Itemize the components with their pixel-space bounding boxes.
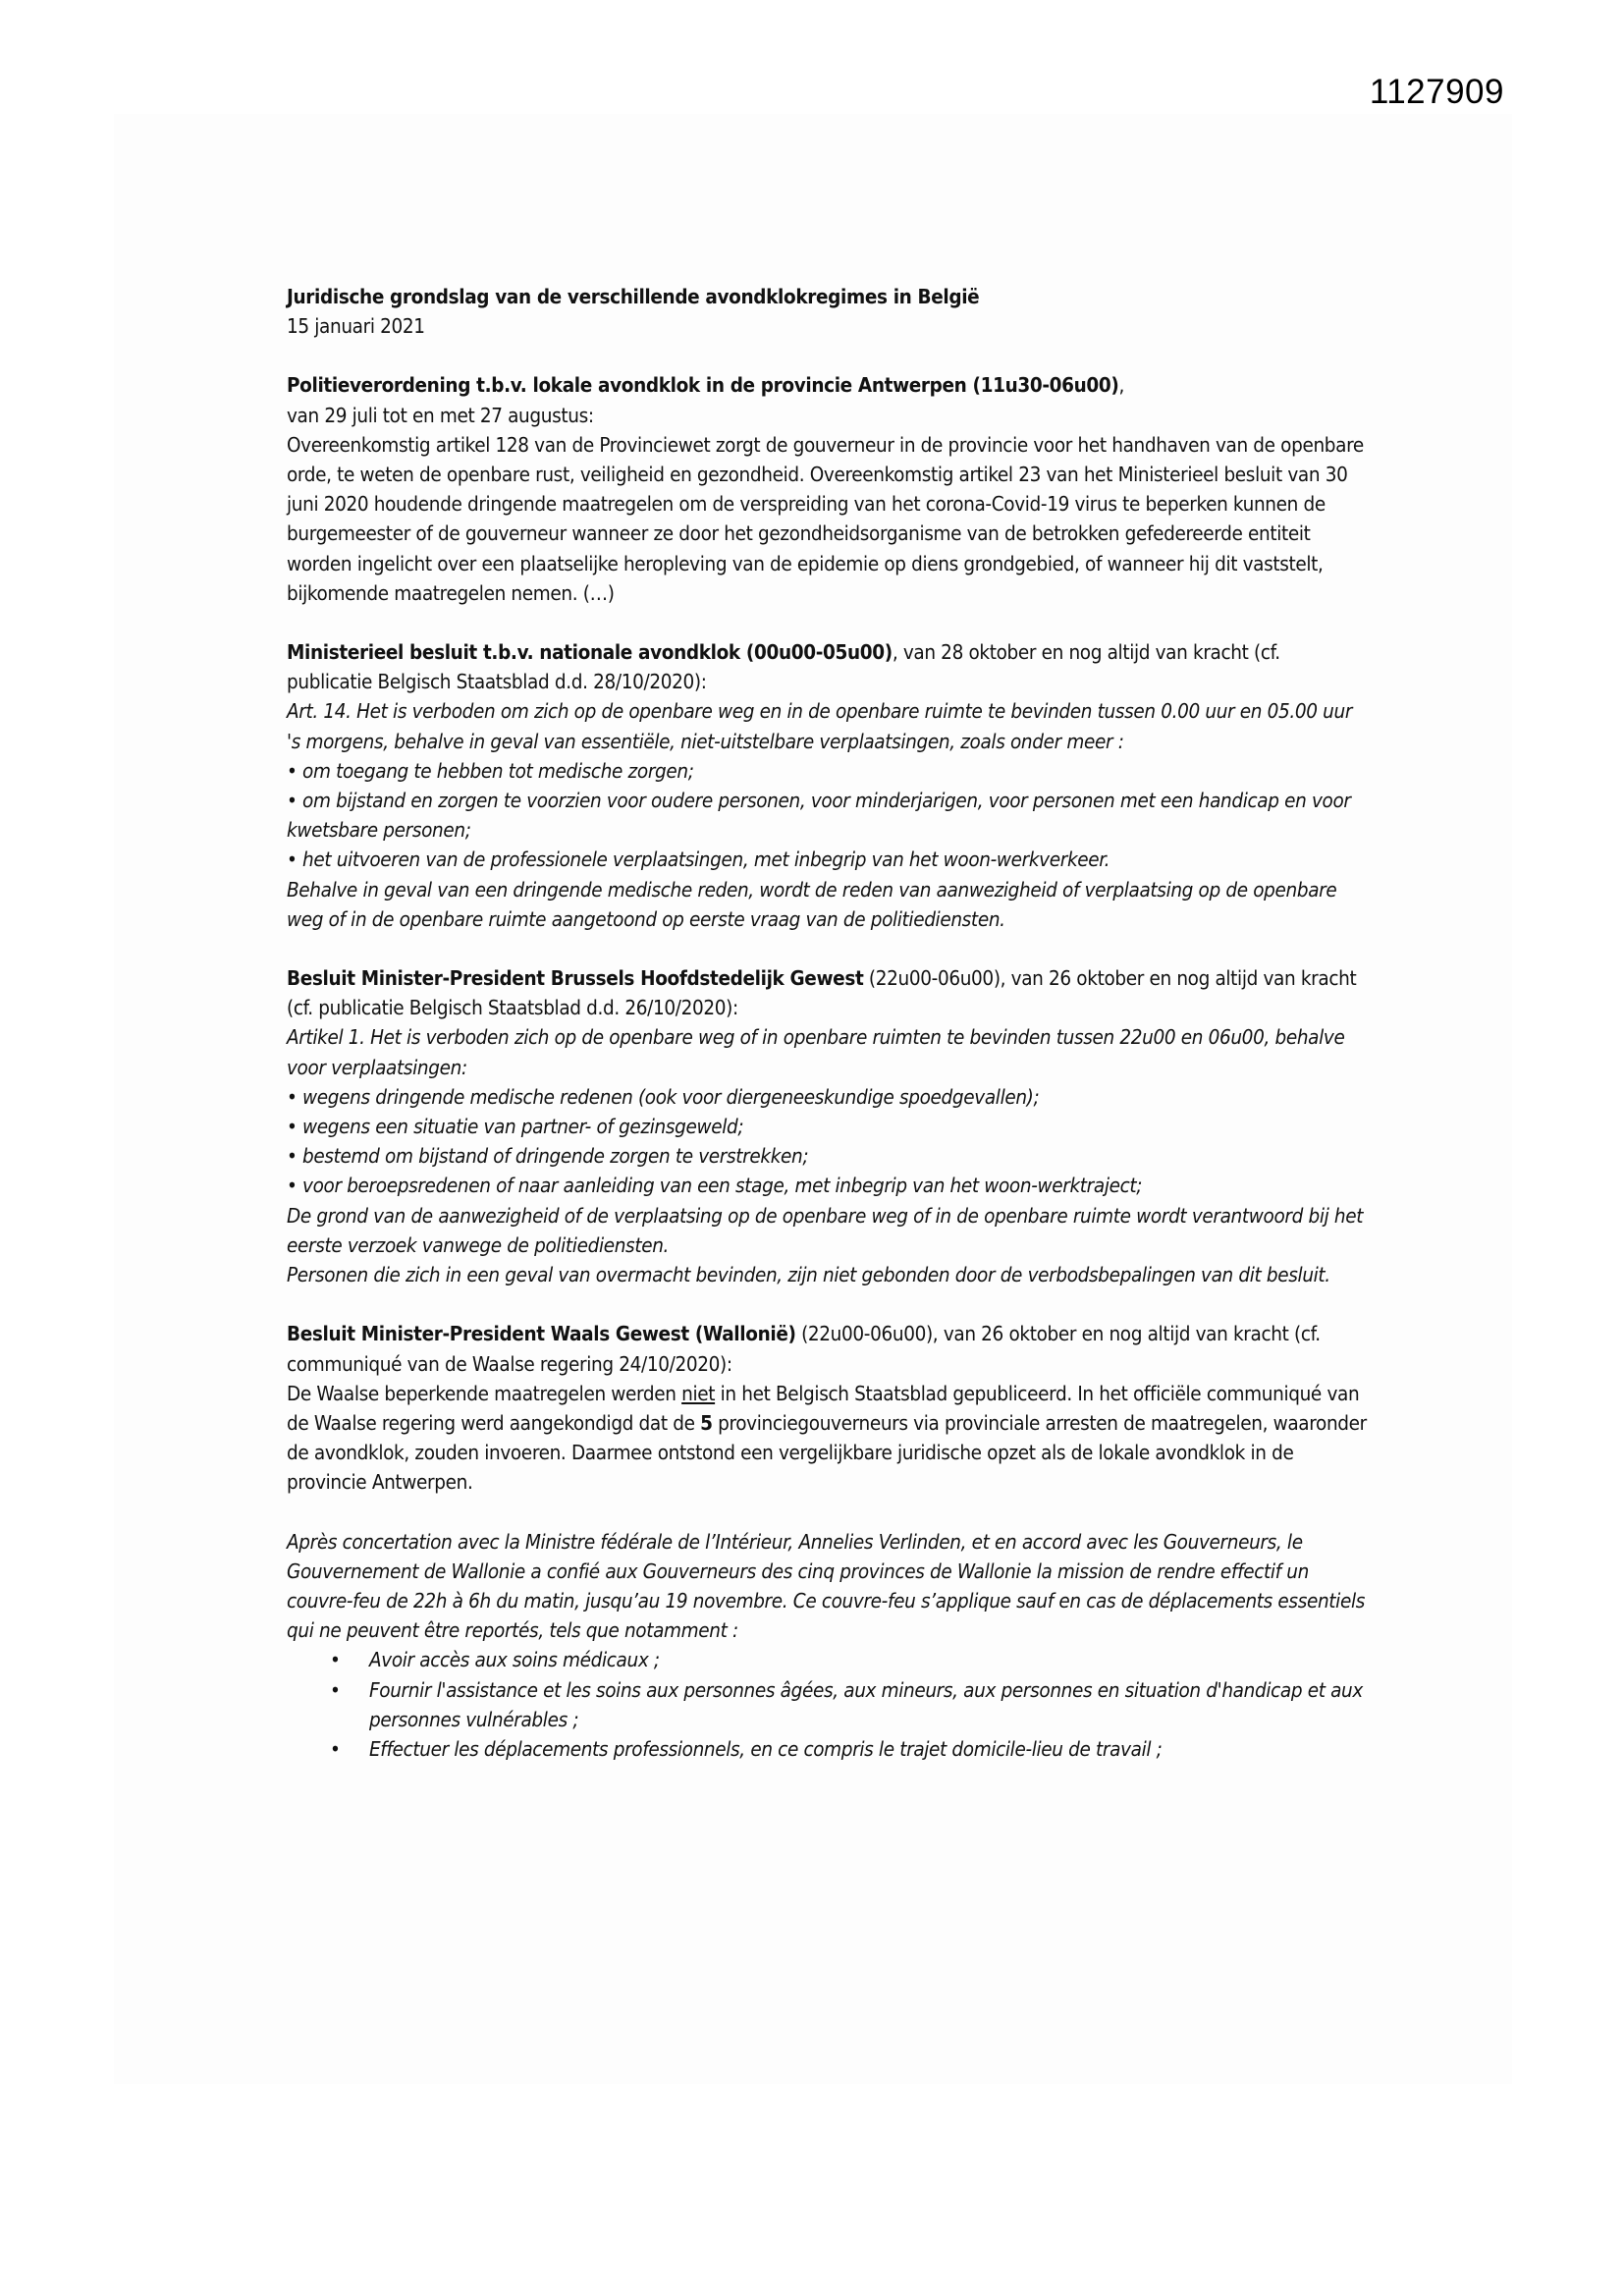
section-heading-bold: Ministerieel besluit t.b.v. nationale avondklok (00u00-05u00) (287, 640, 893, 665)
article-bullet: • om toegang te hebben tot medische zorgen; (287, 758, 694, 783)
section-heading-bold: Besluit Minister-President Brussels Hoofdstedelijk Gewest (287, 966, 864, 991)
article-bullet: • wegens dringende medische redenen (ook voor diergeneeskundige spoedgevallen); (287, 1084, 1040, 1109)
document-page (287, 282, 1367, 1764)
french-bullet: • Fournir l'assistance et les soins aux personnes âgées, aux mineurs, aux personnes en situation d'handicap et aux personnes vulnérables ; (287, 1675, 1367, 1734)
section-subheading: van 29 juli tot en met 27 augustus: (287, 403, 594, 427)
article-bullet: • bestemd om bijstand of dringende zorgen te verstrekken; (287, 1144, 809, 1169)
french-bullet-list (287, 1645, 1367, 1764)
section-heading (287, 637, 1367, 696)
section-heading (287, 963, 1367, 1022)
section-brussel (287, 963, 1367, 1289)
french-bullet: • Avoir accès aux soins médicaux ; (287, 1645, 1367, 1674)
article-outro: De grond van de aanwezigheid of de verplaatsing op de openbare weg of in de openbare ruimte wordt verantwoord bij het eerste verzoek vanwege de politiediensten. (287, 1203, 1364, 1257)
article-outro: Personen die zich in een geval van overmacht bevinden, zijn niet gebonden door de verbodsbepalingen van dit besluit. (287, 1263, 1330, 1287)
spacer (287, 341, 1367, 370)
french-bullet: • Effectuer les déplacements professionnels, en ce compris le trajet domicile-lieu de travail ; (287, 1734, 1367, 1764)
spacer (287, 1498, 1367, 1527)
spacer (287, 608, 1367, 637)
section-heading-rest: , van 28 oktober en nog altijd van kracht (cf. publicatie Belgisch Staatsblad d.d. 28/10/2020): (287, 640, 1280, 694)
section-heading-bold: Besluit Minister-President Waals Gewest (Wallonië) (287, 1322, 796, 1346)
document-date: 15 januari 2021 (287, 314, 425, 339)
french-intro: Après concertation avec la Ministre fédérale de l’Intérieur, Annelies Verlinden, et en accord avec les Gouverneurs, le Gouvernement de Wallonie a confié aux Gouverneurs des cinq provinces de Wallonie la mission de rendre effectif un couvre-feu de 22h à 6h du matin, jusqu’au 19 novembre. Ce couvre-feu s’applique sauf en cas de déplacements essentiels qui ne peuvent être reportés, tels que notamment : (287, 1529, 1365, 1643)
spacer (287, 934, 1367, 963)
section-heading-rest: (22u00-06u00), van 26 oktober en nog altijd van kracht (cf. publicatie Belgisch Staatsblad d.d. 26/10/2020): (287, 966, 1357, 1020)
section-nationaal (287, 637, 1367, 934)
section-body: Overeenkomstig artikel 128 van de Provinciewet zorgt de gouverneur in de provincie voor het handhaven van de openbare orde, te weten de openbare rust, veiligheid en gezondheid. Overeenkomstig artikel 23 van het Ministerieel besluit van 30 juni 2020 houdende dringende maatregelen om de verspreiding van het corona-Covid-19 virus te beperken kunnen de burgemeester of de gouverneur wanneer ze door het gezondheidsorganisme van de betrokken gefedereerde entiteit worden ingelicht over een plaatselijke heropleving van de epidemie op diens grondgebied, of wanneer hij dit vaststelt, bijkomende maatregelen nemen. (…) (287, 432, 1364, 605)
section-heading-bold: Politieverordening t.b.v. lokale avondklok in de provincie Antwerpen (11u30-06u00) (287, 373, 1119, 398)
body-text-underlined: niet (681, 1381, 716, 1405)
body-text-bold: 5 (700, 1410, 713, 1435)
spacer (287, 1289, 1367, 1319)
article-intro: Art. 14. Het is verboden om zich op de openbare weg en in de openbare ruimte te bevinden tussen 0.00 uur en 05.00 uur 's morgens, behalve in geval van essentiële, niet-uitstelbare verplaatsingen, zoals onder meer : (287, 699, 1353, 753)
body-text: in het Belgisch Staatsblad gepubliceerd. In het officiële communiqué van de Waalse regering werd aangekondigd dat de (287, 1381, 1360, 1435)
section-heading-rest: (22u00-06u00), van 26 oktober en nog altijd van kracht (cf. communiqué van de Waalse regering 24/10/2020): (287, 1322, 1321, 1376)
body-text: De Waalse beperkende maatregelen werden (287, 1381, 682, 1405)
section-heading-rest: , (1118, 373, 1124, 398)
section-body (287, 1379, 1367, 1498)
section-antwerpen (287, 370, 1367, 608)
section-heading (287, 370, 1367, 400)
body-text: provinciegouverneurs via provinciale arresten de maatregelen, waaronder de avondklok, zouden invoeren. Daarmee ontstond een vergelijkbare juridische opzet als de lokale avondklok in de provincie Antwerpen. (287, 1410, 1367, 1495)
article-bullet: • om bijstand en zorgen te voorzien voor oudere personen, voor minderjarigen, voor personen met een handicap en voor kwetsbare personen; (287, 789, 1351, 843)
article-bullet: • wegens een situatie van partner- of gezinsgeweld; (287, 1115, 744, 1139)
article-outro: Behalve in geval van een dringende medische reden, wordt de reden van aanwezigheid of verplaatsing op de openbare weg of in de openbare ruimte aangetoond op eerste vraag van de politiediensten. (287, 877, 1337, 931)
article-bullet: • het uitvoeren van de professionele verplaatsingen, met inbegrip van het woon-werkverkeer. (287, 847, 1110, 872)
section-heading (287, 1319, 1367, 1378)
document-id: 1127909 (1369, 73, 1504, 111)
section-wallonie (287, 1319, 1367, 1764)
document-title: Juridische grondslag van de verschillende avondklokregimes in België (287, 285, 980, 308)
article-bullet: • voor beroepsredenen of naar aanleiding van een stage, met inbegrip van het woon-werktraject; (287, 1174, 1143, 1198)
article-intro: Artikel 1. Het is verboden zich op de openbare weg of in openbare ruimten te bevinden tussen 22u00 en 06u00, behalve voor verplaatsingen: (287, 1025, 1345, 1079)
